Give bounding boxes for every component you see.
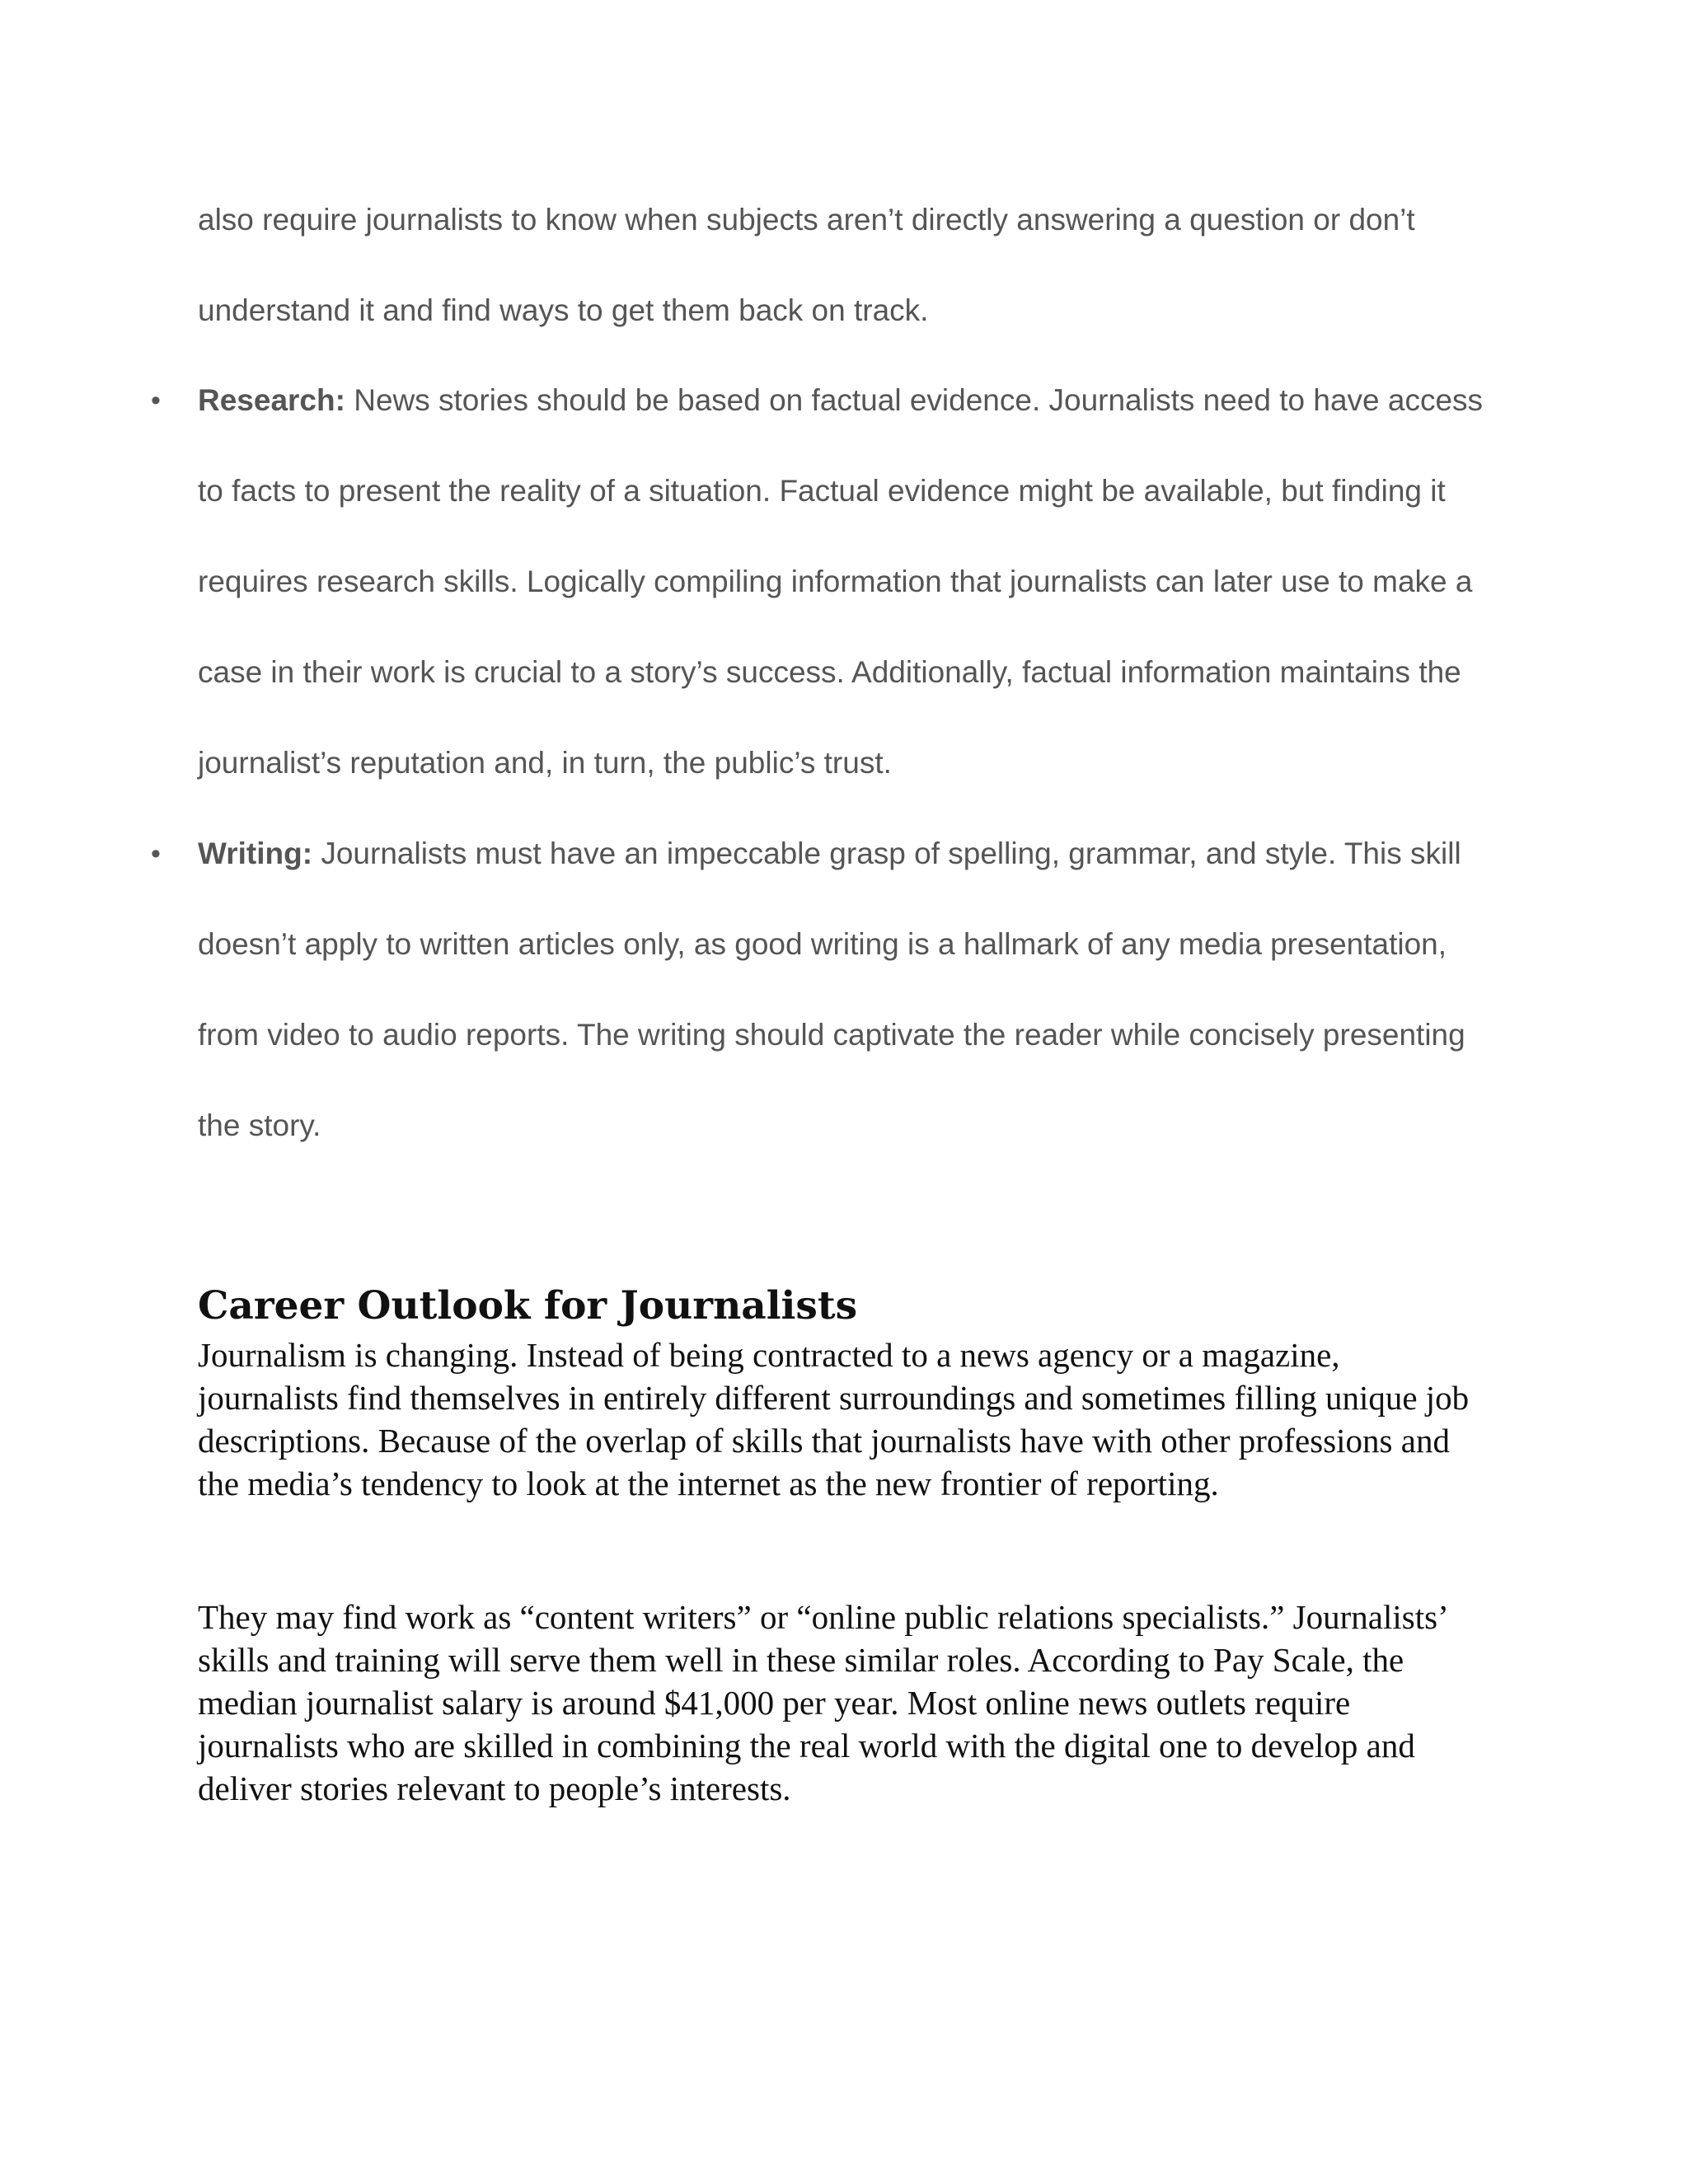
section-heading: Career Outlook for Journalists (198, 1283, 858, 1329)
continued-paragraph-text: also require journalists to know when subjects aren’t directly answering a question or don’t understand it and find ways to get them back on track. (198, 203, 1415, 327)
skill-term-research: Research: (198, 383, 345, 417)
bullet-icon: • (151, 385, 161, 416)
career-paragraph-2: They may find work as “content writers” or “online public relations specialists.” Journalists’ skills and training will serve them well in these similar roles. According to Pay Scale, the median journalist salary is around $41,000 per year. Most online news outlets require journalists who are skilled in combining the real world with the digital one to develop and deliver stories relevant to people’s interests. (198, 1598, 1447, 1807)
skill-item-research (0, 355, 1484, 808)
skill-item-writing (0, 808, 1484, 1171)
skill-term-writing: Writing: (198, 837, 313, 870)
career-paragraph-1: Journalism is changing. Instead of being contracted to a news agency or a magazine, journalists find themselves in entirely different surroundings and sometimes filling unique job descriptions. Because of the overlap of skills that journalists have with other professions and the media’s tendency to look at the internet as the new frontier of reporting. (198, 1336, 1470, 1502)
skill-text-writing: Journalists must have an impeccable grasp of spelling, grammar, and style. This skill doesn’t apply to written articles only, as good writing is a hallmark of any media presentation, from video to audio reports. The writing should captivate the reader while concisely presenting the story. (198, 837, 1465, 1142)
skills-list (0, 355, 1688, 1171)
continued-paragraph (198, 175, 1484, 356)
skill-text-research: News stories should be based on factual evidence. Journalists need to have access to facts to present the reality of a situation. Factual evidence might be available, but finding it requires research skills. Logically compiling information that journalists can later use to make a case in their work is crucial to a story’s success. Additionally, factual information maintains the journalist’s reputation and, in turn, the public’s trust. (198, 383, 1484, 780)
bullet-icon: • (151, 838, 161, 869)
